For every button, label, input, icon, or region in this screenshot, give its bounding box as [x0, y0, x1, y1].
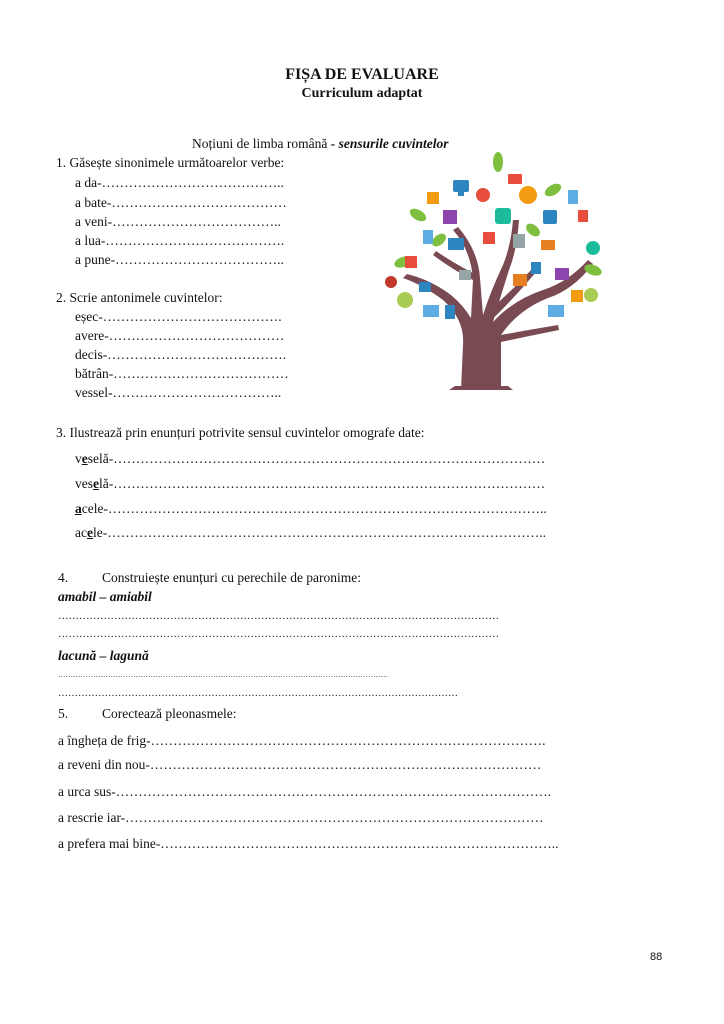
network-icon: [586, 241, 600, 255]
music-note-icon: [568, 190, 578, 204]
topic-emphasis: - sensurile cuvintelor: [330, 136, 449, 151]
leaf-icon: [493, 152, 503, 172]
ex3-item: veselă-……………………………………………………………………………………: [75, 476, 546, 491]
ex2-item: avere-…………………………………: [75, 328, 285, 343]
ex3-item: acele-……………………………………………………………………………………..: [75, 501, 547, 516]
ex1-item: a bate-…………………………………: [75, 195, 287, 210]
computer-stand-icon: [458, 192, 464, 196]
ex5-item: a prefera mai bine-……………………………………………………………………………..: [58, 836, 559, 851]
trash-icon: [513, 234, 525, 248]
answer-line: ………………………………………………………………………………………………………………: [58, 629, 499, 640]
ex4-instruction: Construiește enunțuri cu perechile de paronime:: [102, 570, 362, 585]
tree-root: [449, 386, 513, 390]
page-title: FIȘA DE EVALUARE: [285, 66, 439, 83]
stressed-letter: e: [86, 525, 93, 540]
answer-line: …………………………………………………………………………………………………………: [58, 688, 458, 699]
camera-icon: [405, 256, 417, 268]
music-icon: [555, 268, 569, 280]
globe-icon: [519, 186, 537, 204]
rss-icon: [513, 274, 527, 286]
paronym-pair: lacună – lagună: [58, 648, 149, 663]
ex5-item: a îngheța de frig-…………………………………………………………………………….: [58, 733, 546, 748]
leaf-icon: [408, 206, 429, 224]
bird-icon: [476, 188, 490, 202]
answer-line: ……………………………………………………………………………………………………………………: [58, 670, 388, 679]
ex1-item: a lua-………………………………….: [75, 233, 285, 248]
ex2-item: eșec-………………………………….: [75, 309, 282, 324]
envelope-icon: [508, 174, 522, 184]
ex3-item: veselă-……………………………………………………………………………………: [75, 451, 546, 466]
ex5-item: a rescrie iar-…………………………………………………………………………………: [58, 810, 544, 825]
tree-illustration: [383, 150, 613, 395]
leaf-icon: [524, 221, 543, 239]
note-icon: [445, 305, 455, 319]
stressed-letter: a: [75, 501, 82, 516]
tree-branch: [501, 325, 559, 342]
ex1-item: a veni-………………………………..: [75, 214, 281, 229]
book-icon: [578, 210, 588, 222]
ex5-item: a reveni din nou-……………………………………………………………………………: [58, 757, 542, 772]
ex4-number: 4.: [58, 570, 69, 585]
shopping-cart-icon: [543, 210, 557, 224]
leaf-icon: [543, 181, 564, 199]
ex1-item: a pune-………………………………..: [75, 252, 284, 267]
home-icon: [443, 210, 457, 224]
ex5-instruction: Corectează pleonasmele:: [102, 706, 237, 721]
ex1-instruction: 1. Găsește sinonimele următoarelor verbe:: [56, 155, 285, 170]
folder-icon: [459, 270, 471, 280]
stressed-letter: e: [81, 451, 88, 466]
ex2-item: vessel-………………………………..: [75, 385, 282, 400]
world-icon: [397, 292, 413, 308]
ex3-instruction: 3. Ilustrează prin enunțuri potrivite sensul cuvintelor omografe date:: [56, 425, 425, 440]
settings-icon: [385, 276, 397, 288]
ex3-item: acele-……………………………………………………………………………………..: [75, 525, 546, 540]
chart-icon: [541, 240, 555, 250]
ex5-number: 5.: [58, 706, 69, 721]
page-subtitle: Curriculum adaptat: [301, 86, 423, 101]
answer-line: ………………………………………………………………………………………………………………: [58, 611, 499, 622]
document-icon: [423, 230, 433, 244]
stressed-letter: e: [93, 476, 99, 491]
tool-icon: [419, 282, 431, 292]
paronym-pair: amabil – amiabil: [58, 589, 152, 604]
ex2-item: bătrân-…………………………………: [75, 366, 289, 381]
gear-icon: [483, 232, 495, 244]
bulb-icon: [571, 290, 583, 302]
monitor-icon: [448, 238, 464, 250]
page-number: 88: [650, 951, 663, 963]
phone-icon: [427, 192, 439, 204]
mail-icon: [548, 305, 564, 317]
computer-icon: [453, 180, 469, 192]
topic-prefix: Noțiuni de limba română: [192, 136, 331, 151]
lock-icon: [531, 262, 541, 274]
people-icon: [495, 208, 511, 224]
cog-icon: [584, 288, 598, 302]
ex2-instruction: 2. Scrie antonimele cuvintelor:: [56, 290, 223, 305]
mail-icon: [423, 305, 439, 317]
ex5-item: a urca sus-…………………………………………………………………………………….: [58, 784, 552, 799]
ex2-item: decis-………………………………….: [75, 347, 287, 362]
ex1-item: a da-…………………………………..: [75, 175, 284, 190]
